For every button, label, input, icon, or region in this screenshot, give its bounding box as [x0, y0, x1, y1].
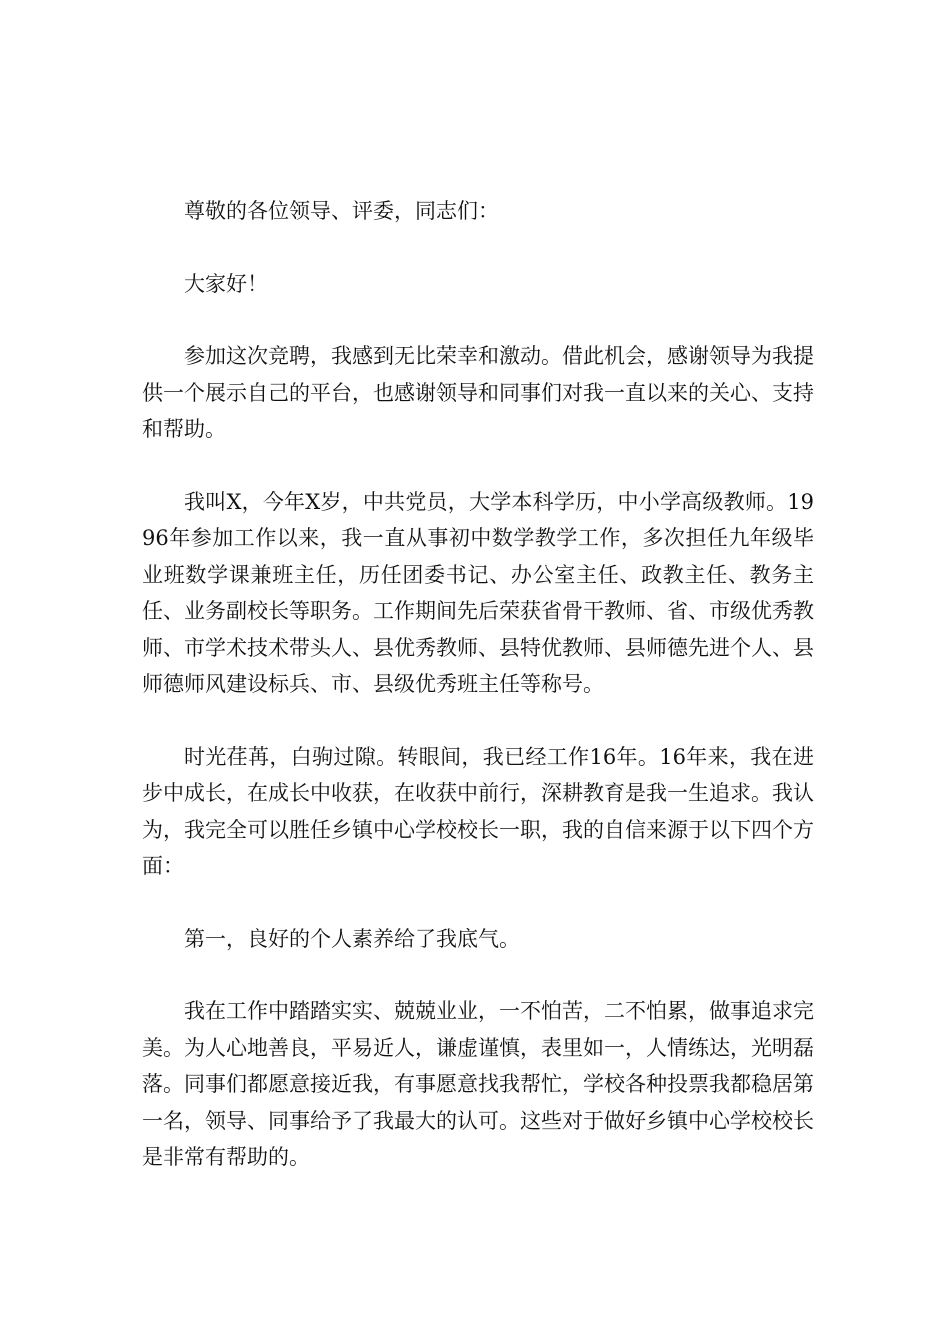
- paragraph-personal-qualities: 我在工作中踏踏实实、兢兢业业，一不怕苦，二不怕累，做事追求完美。为人心地善良，平易近人，谦虚谨慎，表里如一，人情练达，光明磊落。同事们都愿意接近我，有事愿意找我帮忙，学校各种投票我都稳居第一名，领导、同事给予了我最大的认可。这些对于做好乡镇中心学校校长是非常有帮助的。: [142, 999, 814, 1169]
- paragraph-thanks: 参加这次竞聘，我感到无比荣幸和激动。借此机会，感谢领导为我提供一个展示自己的平台，也感谢领导和同事们对我一直以来的关心、支持和帮助。: [142, 344, 814, 441]
- document-body: [142, 193, 814, 1212]
- paragraph-self-introduction: 我叫X，今年X岁，中共党员，大学本科学历，中小学高级教师。1996年参加工作以来，我一直从事初中数学教学工作，多次担任九年级毕业班数学课兼班主任，历任团委书记、办公室主任、政教主任、教务主任、业务副校长等职务。工作期间先后荣获省骨干教师、省、市级优秀教师、市学术技术带头人、县优秀教师、县特优教师、县师德先进个人、县师德师风建设标兵、市、县级优秀班主任等称号。: [142, 489, 814, 696]
- greeting: 大家好！: [184, 271, 268, 296]
- section-heading-first: 第一，良好的个人素养给了我底气。: [184, 926, 520, 951]
- salutation: 尊敬的各位领导、评委，同志们：: [184, 199, 499, 223]
- paragraph-experience: 时光荏苒，白驹过隙。转眼间，我已经工作16年。16年来，我在进步中成长，在成长中收获，在收获中前行，深耕教育是我一生追求。我认为，我完全可以胜任乡镇中心学校校长一职，我的自信来源于以下四个方面：: [142, 744, 814, 878]
